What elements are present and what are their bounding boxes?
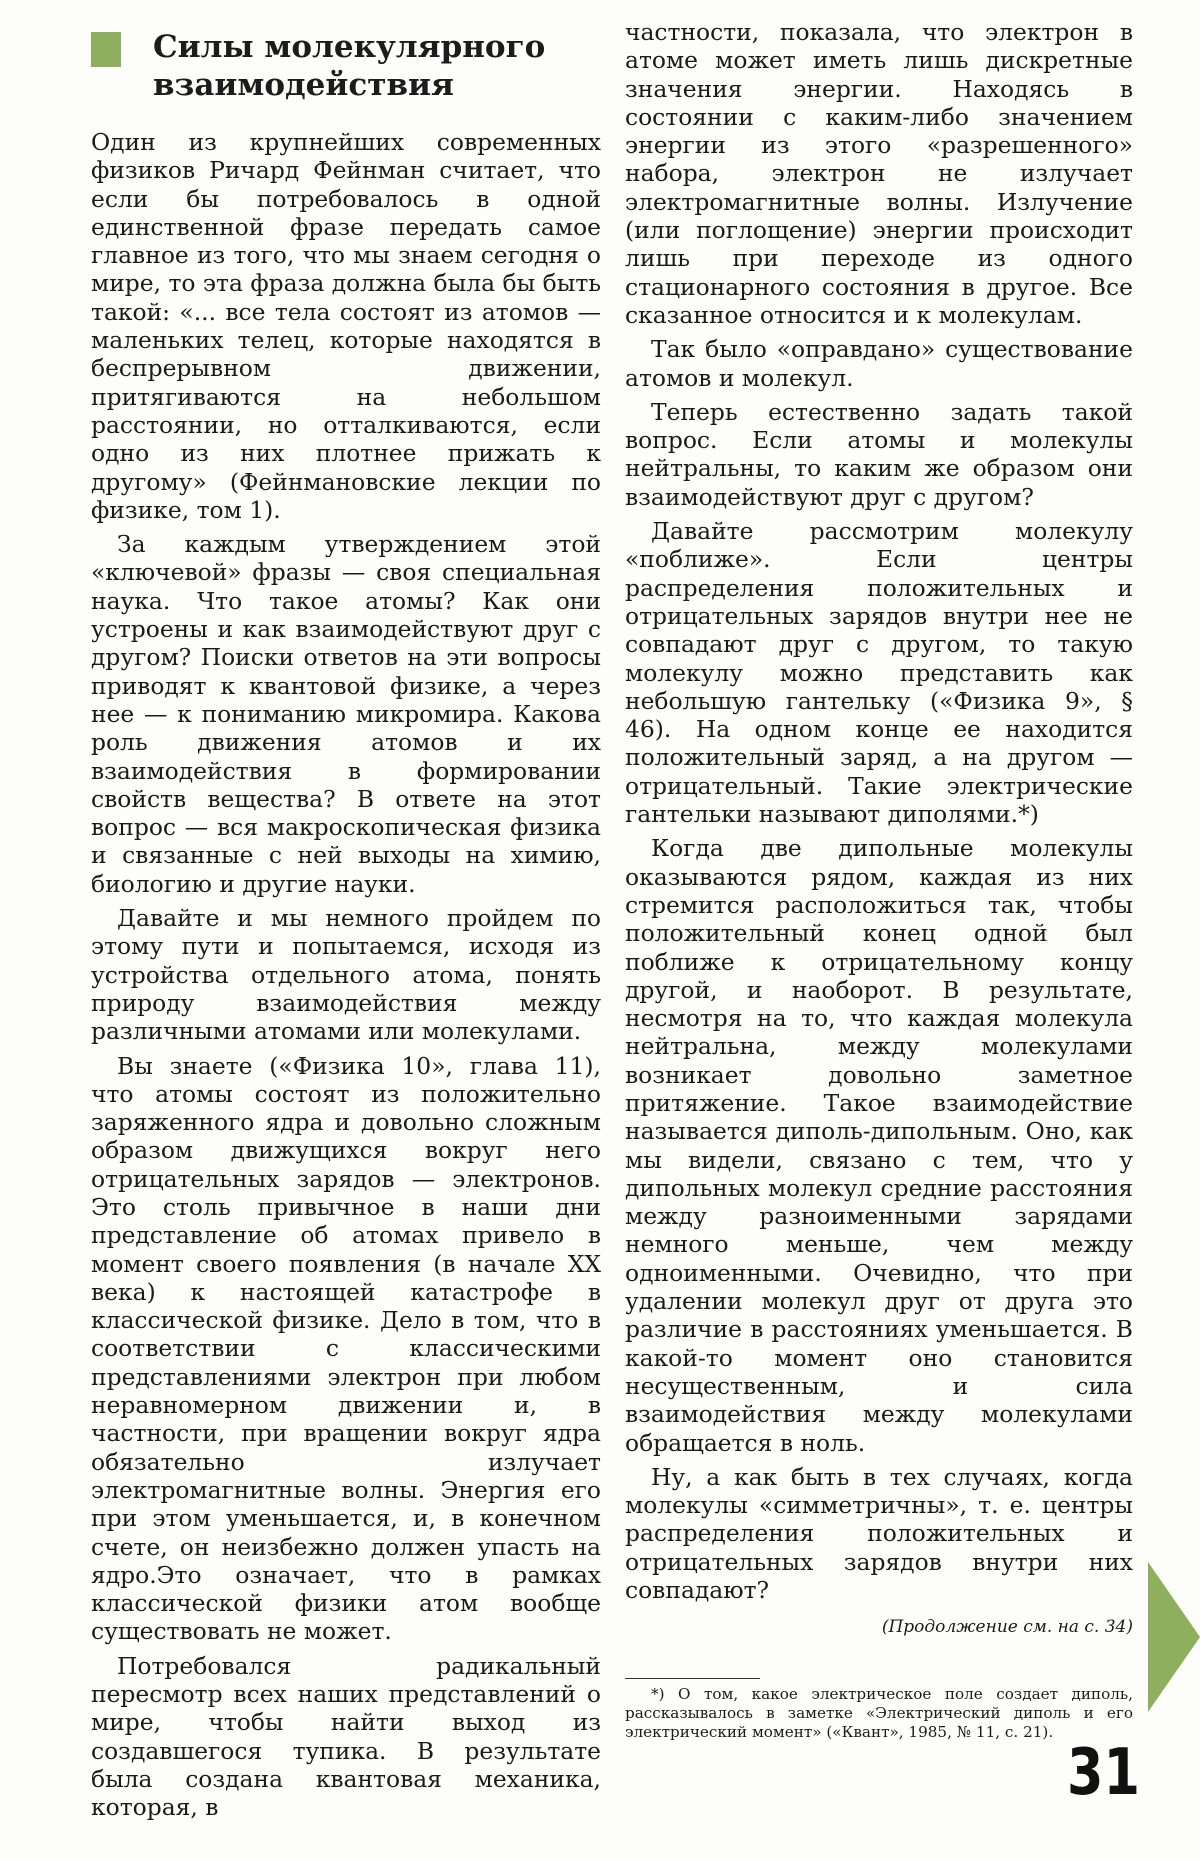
paragraph: Теперь естественно задать такой вопрос. Если атомы и молекулы нейтральны, то каким же образом они взаимодействуют друг с другом? [625,397,1133,511]
footnote: *) О том, какое электрическое поле создает диполь, рассказывалось в заметке «Электрический диполь и его электрический момент» («Квант», 1985, № 11, с. 21). [625,1685,1133,1742]
article-title: Силы молекулярного взаимодействия [153,29,546,103]
paragraph: Один из крупнейших современных физиков Ричард Фейнман считает, что если бы потребовалось в одной единственной фразе передать самое главное из того, что мы знаем сегодня о мире, то эта фраза должна была бы быть такой: «... все тела состоят из атомов — маленьких телец, которые находятся в беспрерывном движении, притягиваются на небольшом расстоянии, но отталкиваются, если одно из них плотнее прижать к другому» (Фейнмановские лекции по физике, том 1). [91,128,601,524]
paragraph: частности, показала, что электрон в атоме может иметь лишь дискретные значения энергии. Находясь в состоянии с каким-либо значением энергии из этого «разрешенного» набора, электрон не излучает электромагнитные волны. Излучение (или поглощение) энергии происходит лишь при переходе из одного стационарного состояния в другое. Все сказанное относится и к молекулам. [625,18,1133,329]
paragraph: Так было «оправдано» существование атомов и молекул. [625,335,1133,392]
paragraph: За каждым утверждением этой «ключевой» фразы — своя специальная наука. Что такое атомы? Как они устроены и как взаимодействуют друг с другом? Поиски ответов на эти вопросы приводят к квантовой физике, а через нее — к пониманию микромира. Какова роль движения атомов и их взаимодействия в формировании свойств вещества? В ответе на этот вопрос — вся макроскопическая физика и связанные с ней выходы на химию, биологию и другие науки. [91,530,601,898]
page-turn-arrow-icon [1148,1562,1200,1712]
left-column [91,0,601,1822]
paragraph: Давайте рассмотрим молекулу «поближе». Если центры распределения положительных и отрицательных зарядов внутри нее не совпадают друг с другом, то такую молекулу можно представить как небольшую гантельку («Физика 9», § 46). На одном конце ее находится положительный заряд, а на другом — отрицательный. Такие электрические гантельки называют диполями.*) [625,517,1133,829]
page-number: 31 [1066,1736,1140,1810]
paragraph: Ну, а как быть в тех случаях, когда молекулы «симметричны», т. е. центры распределения положительных и отрицательных зарядов внутри них совпадают? [625,1462,1133,1605]
article-header [91,28,601,128]
right-column [625,0,1133,1742]
paragraph: Потребовался радикальный пересмотр всех наших представлений о мире, чтобы найти выход из создавшегося тупика. В результате была создана квантовая механика, которая, в [91,1651,601,1822]
continuation-note: (Продолжение см. на с. 34) [881,1617,1133,1638]
footnote-divider [625,1678,760,1679]
paragraph: Давайте и мы немного пройдем по этому пути и попытаемся, исходя из устройства отдельного атома, понять природу взаимодействия между различными атомами или молекулами. [91,904,601,1046]
section-marker-icon [91,32,121,67]
paragraph: Когда две дипольные молекулы оказываются рядом, каждая из них стремится расположиться так, чтобы положительный конец одной был поближе к отрицательному концу другой, и наоборот. В результате, несмотря на то, что каждая молекула нейтральна, между молекулами возникает довольно заметное притяжение. Такое взаимодействие называется диполь-дипольным. Оно, как мы видели, связано с тем, что у дипольных молекул средние расстояния между разноименными зарядами немного меньше, чем между одноименными. Очевидно, что при удалении молекул друг от друга это различие в расстояниях уменьшается. В какой-то момент оно становится несущественным, и сила взаимодействия между молекулами обращается в ноль. [625,834,1133,1457]
paragraph: Вы знаете («Физика 10», глава 11), что атомы состоят из положительно заряженного ядра и довольно сложным образом движущихся вокруг него отрицательных зарядов — электронов. Это столь привычное в наши дни представление об атомах привело в момент своего появления (в начале XX века) к настоящей катастрофе в классической физике. Дело в том, что в соответствии с классическими представлениями электрон при любом неравномерном движении и, в частности, при вращении вокруг ядра обязательно излучает электромагнитные волны. Энергия его при этом уменьшается, и, в конечном счете, он неизбежно должен упасть на ядро.Это означает, что в рамках классической физики атом вообще существовать не может. [91,1051,601,1646]
